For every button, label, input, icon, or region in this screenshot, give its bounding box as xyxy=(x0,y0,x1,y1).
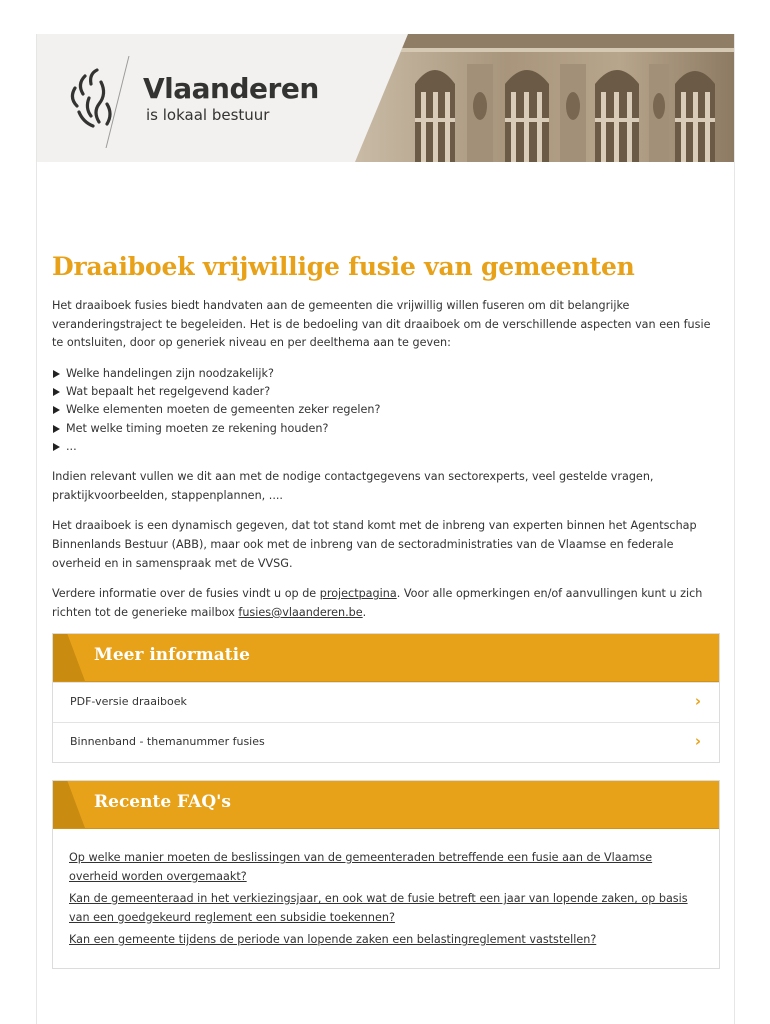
dynamic-paragraph: Het draaiboek is een dynamisch gegeven, dat tot stand komt met de inbreng van experten binnen het Agentschap Binnenlands Bestuur (ABB), maar ook met de inbreng van de sectoradministraties van de Vlaamse en federale overheid en in samenspraak met de VVSG. xyxy=(52,519,697,570)
more-info-item-label: PDF-versie draaiboek xyxy=(70,695,187,708)
list-item xyxy=(52,365,720,383)
more-info-panel xyxy=(52,633,720,763)
brand-subtitle: is lokaal bestuur xyxy=(146,106,270,124)
main-content xyxy=(52,252,720,634)
flemish-lion-icon xyxy=(67,64,117,130)
faq-panel xyxy=(52,780,720,969)
list-item xyxy=(52,438,720,456)
chevron-right-icon: › xyxy=(694,692,701,710)
page-container xyxy=(36,34,735,1024)
more-info-item-label: Binnenband - themanummer fusies xyxy=(70,735,265,748)
brand-name: Vlaanderen xyxy=(143,72,319,105)
contact-info-paragraph: Indien relevant vullen we dit aan met de nodige contactgegevens van sectorexperts, veel gestelde vragen, praktijkvoorbeelden, stappenplannen, .... xyxy=(52,470,654,502)
chevron-right-icon: › xyxy=(694,732,701,750)
header-fold-decoration xyxy=(53,781,85,828)
faq-link[interactable]: Op welke manier moeten de beslissingen van de gemeenteraden betreffende een fusie aan de Vlaamse overheid worden overgemaakt? xyxy=(69,851,653,883)
further-info-text: . xyxy=(362,605,367,619)
list-item-text: Met welke timing moeten ze rekening houden? xyxy=(66,421,329,435)
more-info-item-pdf[interactable] xyxy=(53,682,719,722)
triangle-bullet-icon xyxy=(53,370,60,378)
faq-link[interactable]: Kan de gemeenteraad in het verkiezingsjaar, en ook wat de fusie betreft een jaar van lopende zaken, op basis van een goedgekeurd reglement een subsidie toekennen? xyxy=(69,892,688,924)
header-building-image xyxy=(355,34,734,162)
site-header xyxy=(37,34,734,162)
further-info-paragraph xyxy=(52,585,720,622)
list-item-text: Wat bepaalt het regelgevend kader? xyxy=(66,385,271,399)
list-item-text: Welke elementen moeten de gemeenten zeker regelen? xyxy=(66,403,381,417)
faq-link[interactable]: Kan een gemeente tijdens de periode van lopende zaken een belastingreglement vaststellen? xyxy=(69,933,597,946)
triangle-bullet-icon xyxy=(53,443,60,451)
list-item-text: Welke handelingen zijn noodzakelijk? xyxy=(66,366,274,380)
bullet-list xyxy=(52,365,720,456)
list-item xyxy=(52,420,720,438)
triangle-bullet-icon xyxy=(53,425,60,433)
mailbox-link[interactable]: fusies@vlaanderen.be xyxy=(238,605,363,619)
list-item-text: ... xyxy=(66,439,77,453)
more-info-item-binnenband[interactable] xyxy=(53,722,719,762)
further-info-text: Verdere informatie over de fusies vindt u op de xyxy=(52,587,320,601)
faq-title: Recente FAQ's xyxy=(94,792,231,812)
projectpagina-link[interactable]: projectpagina xyxy=(319,587,397,601)
faq-list xyxy=(53,829,719,968)
header-fold-decoration xyxy=(53,634,85,681)
intro-paragraph: Het draaiboek fusies biedt handvaten aan de gemeenten die vrijwillig willen fuseren om dit belangrijke veranderingstraject te begeleiden. Het is de bedoeling van dit draaiboek om de verschillende aspecten van een fusie te ontsluiten, door op generiek niveau en per deelthema aan te geven: xyxy=(52,299,711,350)
triangle-bullet-icon xyxy=(53,406,60,414)
page-title: Draaiboek vrijwillige fusie van gemeenten xyxy=(52,252,635,281)
more-info-header xyxy=(53,634,719,682)
faq-header xyxy=(53,781,719,829)
more-info-title: Meer informatie xyxy=(94,645,250,665)
list-item xyxy=(52,401,720,419)
triangle-bullet-icon xyxy=(53,388,60,396)
further-info-text: . Voor alle opmerkingen en/of aanvullingen kunt u zich richten tot de generieke mailbox xyxy=(52,587,703,619)
list-item xyxy=(52,383,720,401)
